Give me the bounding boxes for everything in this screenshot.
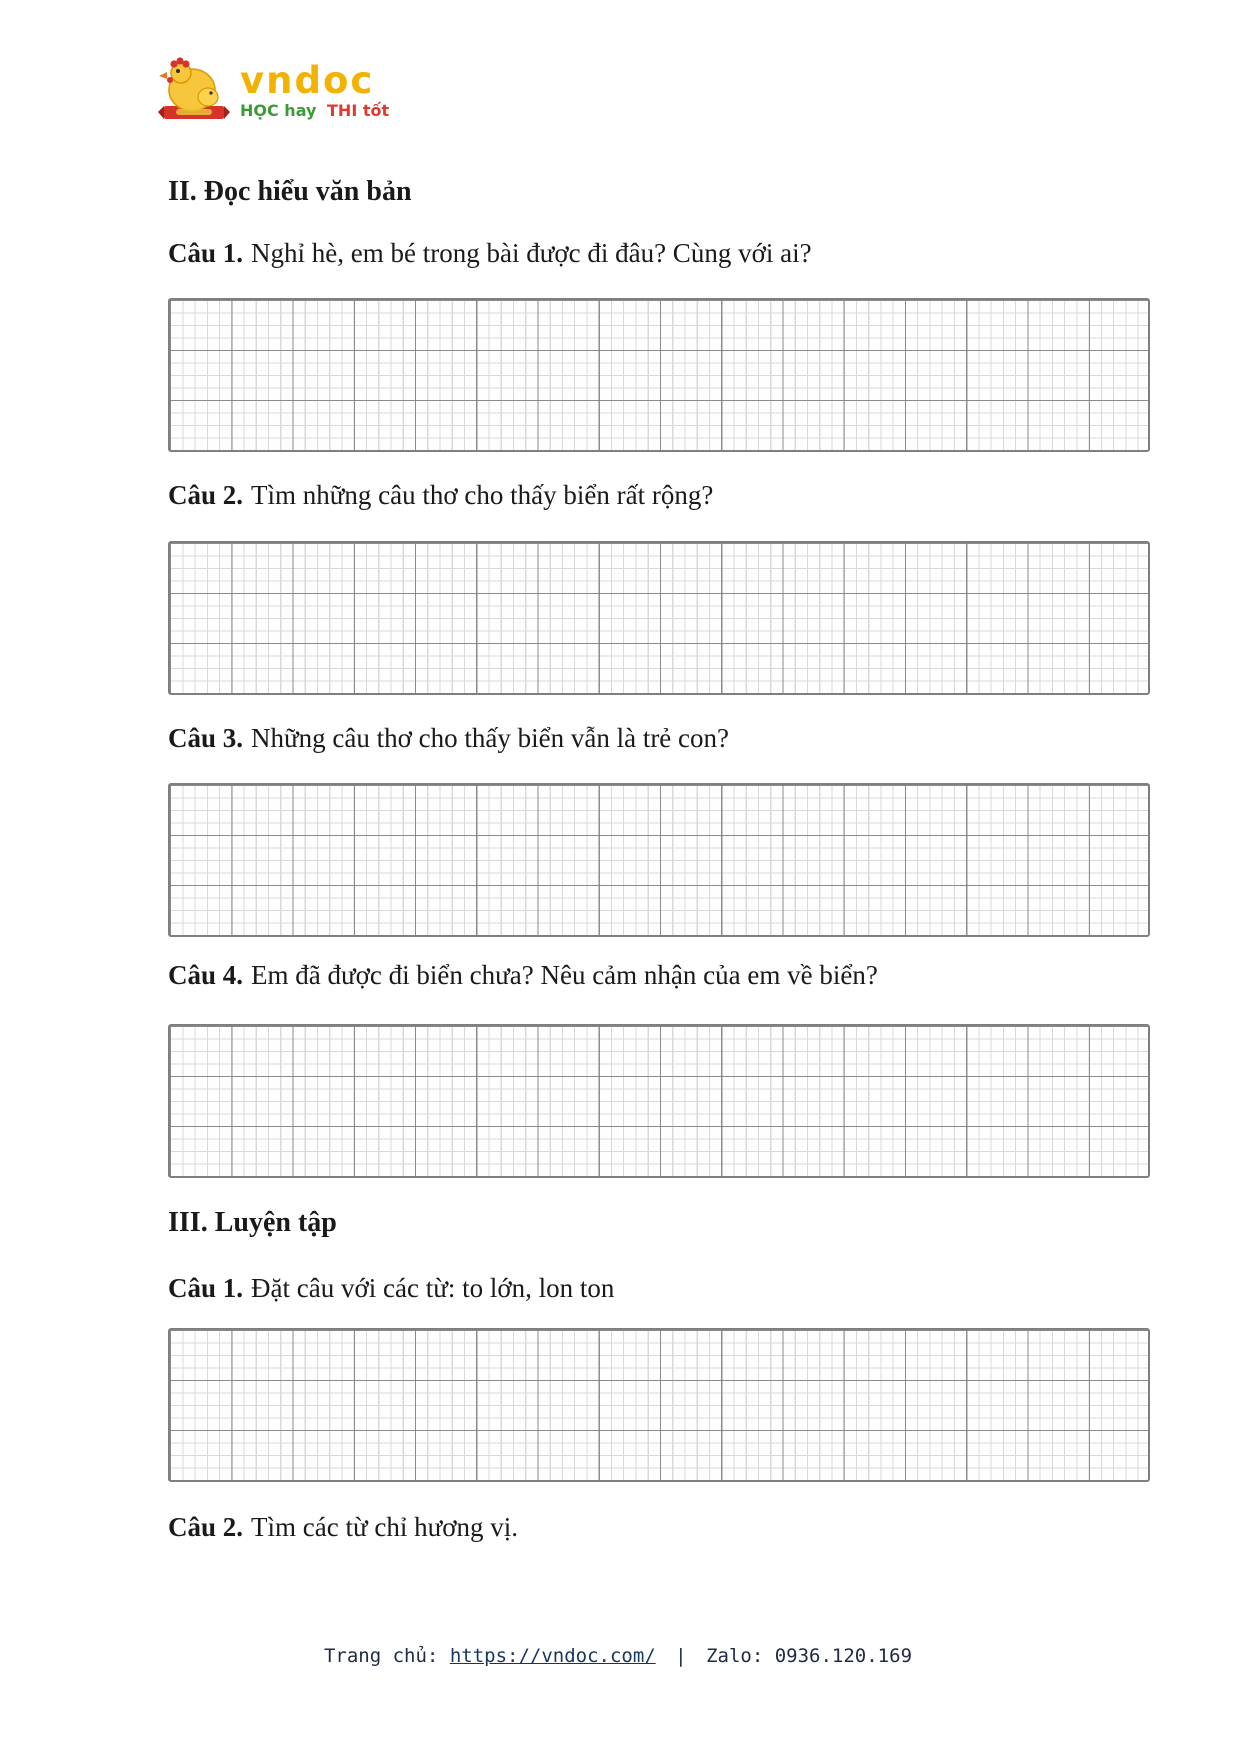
home-url-link[interactable]: https://vndoc.com/ [449, 1645, 656, 1667]
question-label: Câu 1. [168, 238, 244, 268]
question-iii-2 [168, 1510, 1150, 1544]
zalo-number: 0936.120.169 [774, 1645, 913, 1667]
chicken-mascot-icon [158, 56, 232, 126]
logo-brand: vndoc [240, 59, 375, 102]
footer-separator: | [675, 1645, 687, 1667]
question-text: Em đã được đi biển chưa? Nêu cảm nhận của em về biển? [251, 960, 878, 990]
home-label: Trang chủ: [323, 1645, 439, 1667]
question-text: Tìm các từ chỉ hương vị. [251, 1512, 518, 1542]
answer-grid-ii-4 [168, 1024, 1150, 1178]
zalo-label: Zalo: [706, 1645, 764, 1667]
answer-grid-iii-1 [168, 1328, 1150, 1482]
question-ii-4 [168, 958, 1150, 992]
logo-tagline-thi-tot: THI tốt [327, 101, 390, 120]
question-label: Câu 2. [168, 480, 244, 510]
question-label: Câu 3. [168, 723, 244, 753]
question-ii-3 [168, 721, 1150, 755]
logo-tagline-hoc-hay: HỌC hay [240, 101, 317, 120]
section-heading-luyen-tap: III. Luyện tập [168, 1207, 337, 1238]
section-heading-doc-hieu: II. Đọc hiểu văn bản [168, 176, 412, 207]
question-text: Nghỉ hè, em bé trong bài được đi đâu? Cùng với ai? [251, 238, 812, 268]
logo-text [240, 56, 389, 119]
question-label: Câu 1. [168, 1273, 244, 1303]
question-ii-2 [168, 478, 1150, 512]
question-label: Câu 2. [168, 1512, 244, 1542]
question-text: Những câu thơ cho thấy biển vẫn là trẻ con? [251, 723, 730, 753]
vndoc-logo [158, 56, 389, 126]
question-text: Tìm những câu thơ cho thấy biển rất rộng? [251, 480, 714, 510]
question-label: Câu 4. [168, 960, 244, 990]
answer-grid-ii-1 [168, 298, 1150, 452]
answer-grid-ii-3 [168, 783, 1150, 937]
question-iii-1 [168, 1271, 1150, 1305]
page-footer [0, 1645, 1236, 1667]
question-ii-1 [168, 236, 1150, 270]
question-text: Đặt câu với các từ: to lớn, lon ton [251, 1273, 615, 1303]
logo-tagline [240, 103, 389, 119]
answer-grid-ii-2 [168, 541, 1150, 695]
